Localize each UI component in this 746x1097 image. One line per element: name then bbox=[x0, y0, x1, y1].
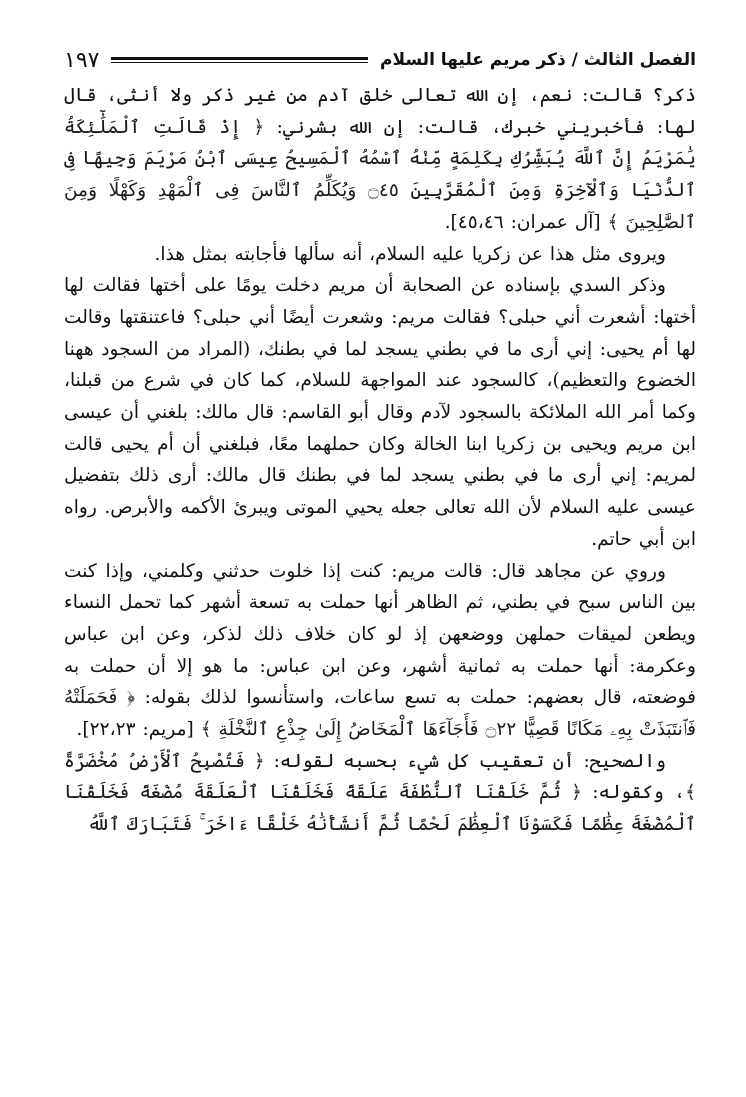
paragraph-text: ذكر؟ قالت: نعم، إن الله تعالى خلق آدم من غير ذكر ولا أنثى، قال لها: فأخبريني خبرك، قالت: إن الله بشرني: bbox=[64, 85, 697, 138]
paragraph bbox=[64, 746, 696, 841]
paragraph bbox=[64, 270, 696, 555]
quran-verse: ﴿ إِذْ قَالَتِ ٱلْمَلَٰٓئِكَةُ يَٰمَرْيَمُ إِنَّ ٱللَّهَ يُبَشِّرُكِ بِكَلِمَةٍ مِّنْهُ ٱسْمُهُ ٱلْمَسِيحُ عِيسَى ٱبْنُ مَرْيَمَ وَجِيهًا فِى ٱلدُّنْيَا وَٱلْآخِرَةِ وَمِنَ ٱلْمُقَرَّبِينَ ۝٤٥ وَيُكَلِّمُ ٱلنَّاسَ فِى ٱلْمَهْدِ وَكَهْلًا وَمِنَ ٱلصَّٰلِحِينَ ﴾ bbox=[64, 116, 696, 233]
paragraph-text: [آل عمران: ٤٥،٤٦]. bbox=[444, 211, 608, 233]
quran-verse: ﴿ فَحَمَلَتْهُ فَٱنتَبَذَتْ بِهِۦ مَكَانًا قَصِيًّا ۝٢٢ فَأَجَآءَهَا ٱلْمَخَاضُ إِلَىٰ جِذْعِ ٱلنَّخْلَةِ ﴾ bbox=[64, 687, 696, 741]
paragraph-text: وذكر السدي بإسناده عن الصحابة أن مريم دخلت يومًا على أختها فقالت لها أختها: أشعرت أني حبلى؟ فقالت مريم: وشعرت أيضًا أني حبلى؟ فاعتنقتها وقالت لها أم يحيى: إني أرى ما في بطني يسجد لما في بطنك، (المراد من السجود ههنا الخضوع والتعظيم)، كالسجود عند المواجهة للسلام، كما كان في شرع من قبلنا، وكما أمر الله الملائكة بالسجود لآدم وقال أبو القاسم: قال مالك: بلغني أن عيسى ابن مريم ويحيى بن زكريا ابنا الخالة وكان حملهما معًا، فبلغني أن أم يحيى قالت لمريم: إني أرى ما في بطني يسجد لما في بطنك قال مالك: أرى ذلك بتفضيل عيسى عليه السلام لأن الله تعالى جعله يحيي الموتى ويبرئ الأكمه والأبرص. رواه ابن أبي حاتم. bbox=[64, 275, 696, 550]
paragraph bbox=[64, 239, 696, 271]
quran-verse: ﴿ فَتُصْبِحُ ٱلْأَرْضُ مُخْضَرَّةً ﴾ bbox=[64, 750, 696, 804]
paragraph bbox=[64, 80, 696, 239]
chapter-title: الفصل الثالث / ذكر مريم عليها السلام bbox=[380, 50, 696, 70]
paragraph-text: ويروى مثل هذا عن زكريا عليه السلام، أنه سألها فأجابته بمثل هذا. bbox=[154, 243, 666, 265]
page-header bbox=[64, 40, 696, 80]
header-rule bbox=[111, 57, 368, 63]
page-number: ١٩٧ bbox=[64, 47, 100, 73]
quran-verse: ﴿ ثُمَّ خَلَقْنَا ٱلنُّطْفَةَ عَلَقَةً فَخَلَقْنَا ٱلْعَلَقَةَ مُضْغَةً فَخَلَقْنَا ٱلْمُضْغَةَ عِظَٰمًا فَكَسَوْنَا ٱلْعِظَٰمَ لَحْمًا ثُمَّ أَنشَأْنَٰهُ خَلْقًا ءَاخَرَ ۚ فَتَبَارَكَ ٱللَّهُ bbox=[64, 782, 696, 836]
paragraph-text: ، وكقوله: bbox=[582, 782, 686, 804]
paragraph-text: [مريم: ٢٢،٢٣]. bbox=[76, 719, 201, 741]
paragraph-text: وروي عن مجاهد قال: قالت مريم: كنت إذا خلوت حدثني وكلمني، وإذا كنت بين الناس سبح في بطني، ثم الظاهر أنها حملت به تسعة أشهر كما تحمل النساء ويطعن لميقات حملهن ووضعهن إذ لو كان خلاف ذلك لذكر، وعن ابن عباس وعكرمة: أنها حملت به ثمانية أشهر، وعن ابن عباس: ما هو إلا أن حملت به فوضعته، قال بعضهم: حملت به تسع ساعات، واستأنسوا لذلك بقوله: bbox=[64, 560, 696, 709]
paragraph-text: والصحيح: أن تعقيب كل شيء بحسبه لقوله: bbox=[264, 750, 666, 772]
body-text bbox=[64, 80, 696, 841]
paragraph bbox=[64, 556, 696, 746]
